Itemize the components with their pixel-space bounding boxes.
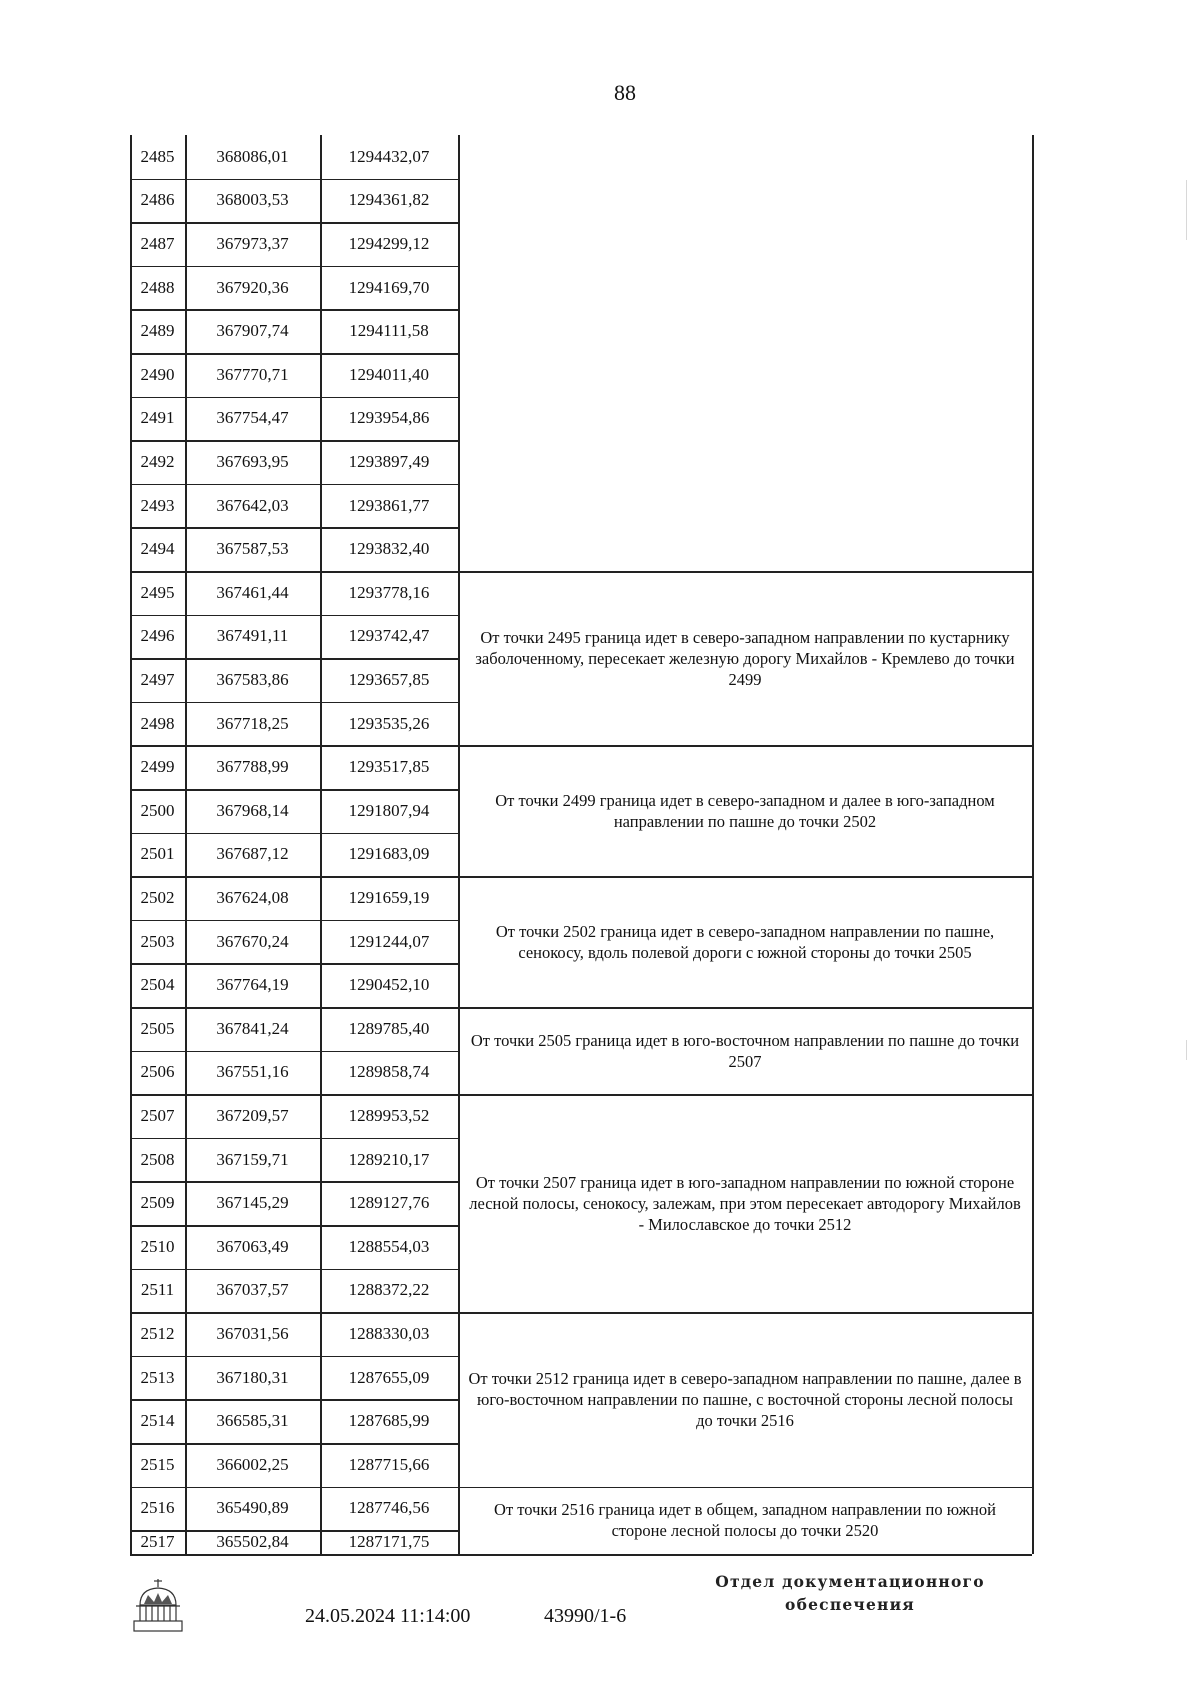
point-number: 2492 [140, 452, 175, 471]
coordinate-x: 367587,53 [216, 539, 289, 559]
point-number: 2498 [140, 713, 175, 733]
point-number: 2499 [140, 757, 175, 777]
table-row-line [130, 1225, 458, 1227]
coordinate-x: 365502,84 [216, 1532, 289, 1552]
boundary-description [468, 1312, 1022, 1486]
coordinate-y: 1293778,16 [348, 582, 430, 602]
point-number: 2509 [140, 1193, 175, 1213]
point-number: 2505 [140, 1018, 175, 1038]
table-row-line [130, 1269, 458, 1271]
point-number: 2516 [140, 1498, 175, 1518]
coordinate-x: 367907,74 [216, 321, 289, 341]
coordinate-y: 1288554,03 [348, 1236, 430, 1256]
boundary-description [468, 571, 1022, 745]
point-number: 2511 [140, 1280, 175, 1300]
table-row-line [130, 222, 458, 224]
boundary-description-text: От точки 2502 граница идет в северо-западном направлении по пашне, сенокосу, вдоль полевой дороги с южной стороны до точки 2505 [495, 921, 995, 962]
point-number: 2488 [140, 277, 175, 297]
table-vertical-line [1032, 135, 1034, 1554]
point-number: 2500 [140, 800, 175, 820]
point-number: 2485 [140, 146, 175, 166]
department-stamp [690, 1570, 1010, 1616]
coordinate-x: 367788,99 [216, 757, 289, 777]
coordinate-y: 1289785,40 [348, 1018, 430, 1038]
coordinate-x: 367693,95 [216, 452, 289, 471]
coordinate-x: 367159,71 [216, 1149, 289, 1169]
table-row-line [130, 963, 458, 965]
boundary-description [468, 1007, 1022, 1094]
point-number: 2497 [140, 670, 175, 689]
coordinate-y: 1293954,86 [348, 408, 430, 428]
coordinate-y: 1294299,12 [348, 234, 430, 253]
table-row-line [130, 397, 458, 399]
coordinate-x: 367642,03 [216, 495, 289, 515]
table-row-line [130, 920, 458, 922]
coordinate-y: 1289953,52 [348, 1106, 430, 1125]
coordinate-x: 367209,57 [216, 1106, 289, 1125]
table-row-line [130, 1312, 458, 1314]
coordinate-y: 1293897,49 [348, 452, 430, 471]
table-row-line [130, 309, 458, 311]
table-row-line [130, 571, 458, 573]
table-row-line [130, 484, 458, 486]
coordinate-x: 367031,56 [216, 1324, 289, 1343]
coordinate-y: 1287685,99 [348, 1411, 430, 1431]
point-number: 2514 [140, 1411, 175, 1431]
scan-edge-mark [1186, 1040, 1187, 1060]
coordinate-x: 367063,49 [216, 1236, 289, 1256]
table-row-line [130, 702, 458, 704]
table-row-line [130, 876, 458, 878]
coordinate-x: 367754,47 [216, 408, 289, 428]
coordinate-x: 367973,37 [216, 234, 289, 253]
table-row-line [130, 1181, 458, 1183]
page-number: 88 [614, 80, 636, 105]
boundary-description-text: От точки 2499 граница идет в северо-западном и далее в юго-западном направлении по пашне до точки 2502 [495, 790, 995, 831]
point-number: 2515 [140, 1454, 175, 1474]
coordinate-x: 367670,24 [216, 931, 289, 951]
table-row-line [130, 266, 458, 268]
table-row-line [130, 1399, 458, 1401]
table-row-line [130, 1487, 458, 1489]
table-row-line [130, 1138, 458, 1140]
scan-edge-mark [1186, 180, 1187, 240]
coordinate-x: 366002,25 [216, 1454, 289, 1474]
table-row-line [130, 615, 458, 617]
coordinate-y: 1293742,47 [348, 626, 430, 646]
table-row-line [130, 789, 458, 791]
boundary-description [468, 1487, 1022, 1555]
coordinate-y: 1291683,09 [348, 844, 430, 864]
coordinate-y: 1291807,94 [348, 800, 430, 820]
coordinate-x: 367491,11 [216, 626, 289, 646]
boundary-description-text: От точки 2505 граница идет в юго-восточном направлении по пашне до точки 2507 [470, 1030, 1020, 1071]
point-number: 2512 [140, 1324, 175, 1343]
table-vertical-line [458, 135, 460, 1554]
coordinate-x: 367037,57 [216, 1280, 289, 1300]
coordinate-y: 1289127,76 [348, 1193, 430, 1213]
coordinate-y: 1293861,77 [348, 495, 430, 515]
coordinate-y: 1293535,26 [348, 713, 430, 733]
table-row-line [130, 1007, 458, 1009]
coordinate-y: 1287715,66 [348, 1454, 430, 1474]
coordinate-y: 1294432,07 [348, 146, 430, 166]
coordinate-x: 367968,14 [216, 800, 289, 820]
coordinate-y: 1294111,58 [349, 321, 429, 341]
coordinate-x: 367841,24 [216, 1018, 289, 1038]
coordinate-y: 1293657,85 [348, 670, 430, 689]
duma-emblem-icon [130, 1575, 186, 1635]
point-number: 2510 [140, 1236, 175, 1256]
table-row-line [130, 179, 458, 181]
coordinate-x: 367551,16 [216, 1062, 289, 1082]
table-row-line [130, 353, 458, 355]
boundary-description [468, 876, 1022, 1007]
table-row-line [130, 527, 458, 529]
department-line-1: Отдел документационного [715, 1572, 985, 1591]
boundary-description-text: От точки 2516 граница идет в общем, западном направлении по южной стороне лесной полосы до точки 2520 [494, 1500, 996, 1541]
coordinate-y: 1287655,09 [348, 1367, 430, 1387]
boundary-description-text: От точки 2495 граница идет в северо-западном направлении по кустарнику заболоченному, пересекает железную дорогу Михайлов - Кремлево до точки 2499 [475, 627, 1015, 689]
coordinate-y: 1293832,40 [348, 539, 430, 559]
coordinate-y: 1294169,70 [348, 277, 430, 297]
coordinate-x: 367718,25 [216, 713, 289, 733]
point-number: 2487 [140, 234, 175, 253]
table-row-line [130, 1554, 458, 1556]
coordinate-y: 1289210,17 [348, 1149, 430, 1169]
coordinate-x: 365490,89 [216, 1498, 289, 1518]
coordinate-x: 367180,31 [216, 1367, 289, 1387]
table-row-line [130, 1356, 458, 1358]
point-number: 2506 [140, 1062, 175, 1082]
point-number: 2491 [140, 408, 175, 428]
point-number: 2502 [140, 888, 175, 907]
point-number: 2508 [140, 1149, 175, 1169]
table-row-line [130, 1443, 458, 1445]
point-number: 2490 [140, 364, 175, 384]
coordinate-x: 367764,19 [216, 975, 289, 995]
point-number: 2501 [140, 844, 175, 864]
table-row-line [130, 440, 458, 442]
coordinate-x: 368003,53 [216, 190, 289, 210]
coordinate-x: 367770,71 [216, 364, 289, 384]
point-number: 2489 [140, 321, 175, 341]
point-number: 2486 [140, 190, 175, 210]
footer-date: 24.05.2024 11:14:00 [305, 1605, 471, 1627]
coordinate-x: 367461,44 [216, 582, 289, 602]
coordinate-x: 367624,08 [216, 888, 289, 907]
coordinate-x: 367583,86 [216, 670, 289, 689]
coordinate-y: 1294011,40 [348, 364, 430, 384]
coordinate-y: 1287746,56 [348, 1498, 430, 1518]
point-number: 2507 [140, 1106, 175, 1125]
table-row-line [130, 658, 458, 660]
point-number: 2504 [140, 975, 175, 995]
boundary-description [468, 745, 1022, 876]
boundary-description-text: От точки 2507 граница идет в юго-западном направлении по южной стороне лесной полосы, сенокосу, залежам, при этом пересекает автодорогу Михайлов - Милославское до точки 2512 [469, 1172, 1021, 1234]
coordinate-x: 367687,12 [216, 844, 289, 864]
coordinate-y: 1291244,07 [348, 931, 430, 951]
coordinate-y: 1288372,22 [348, 1280, 430, 1300]
coordinate-y: 1288330,03 [348, 1324, 430, 1343]
point-number: 2493 [140, 495, 175, 515]
boundary-description-text: От точки 2512 граница идет в северо-западном направлении по пашне, далее в юго-восточном направлении по пашне, с восточной стороны лесной полосы до точки 2516 [468, 1368, 1022, 1430]
point-number: 2495 [140, 582, 175, 602]
department-line-2: обеспечения [785, 1595, 915, 1614]
coordinate-y: 1287171,75 [348, 1532, 430, 1552]
point-number: 2496 [140, 626, 175, 646]
table-row-line [130, 1051, 458, 1053]
coordinate-x: 368086,01 [216, 146, 289, 166]
point-number: 2517 [140, 1532, 175, 1552]
table-row-line [130, 833, 458, 835]
coordinate-x: 367145,29 [216, 1193, 289, 1213]
footer-doc-number: 43990/1-6 [544, 1605, 627, 1627]
coordinate-y: 1290452,10 [348, 975, 430, 995]
description-group-line [458, 1554, 1032, 1556]
boundary-description [468, 1094, 1022, 1312]
table-row-line [130, 1094, 458, 1096]
table-row-line [130, 745, 458, 747]
point-number: 2494 [140, 539, 175, 559]
coordinate-x: 366585,31 [216, 1411, 289, 1431]
point-number: 2513 [140, 1367, 175, 1387]
coordinate-y: 1289858,74 [348, 1062, 430, 1082]
coordinate-y: 1291659,19 [348, 888, 430, 907]
coordinate-y: 1294361,82 [348, 190, 430, 210]
coordinate-x: 367920,36 [216, 277, 289, 297]
coordinate-y: 1293517,85 [348, 757, 430, 777]
point-number: 2503 [140, 931, 175, 951]
